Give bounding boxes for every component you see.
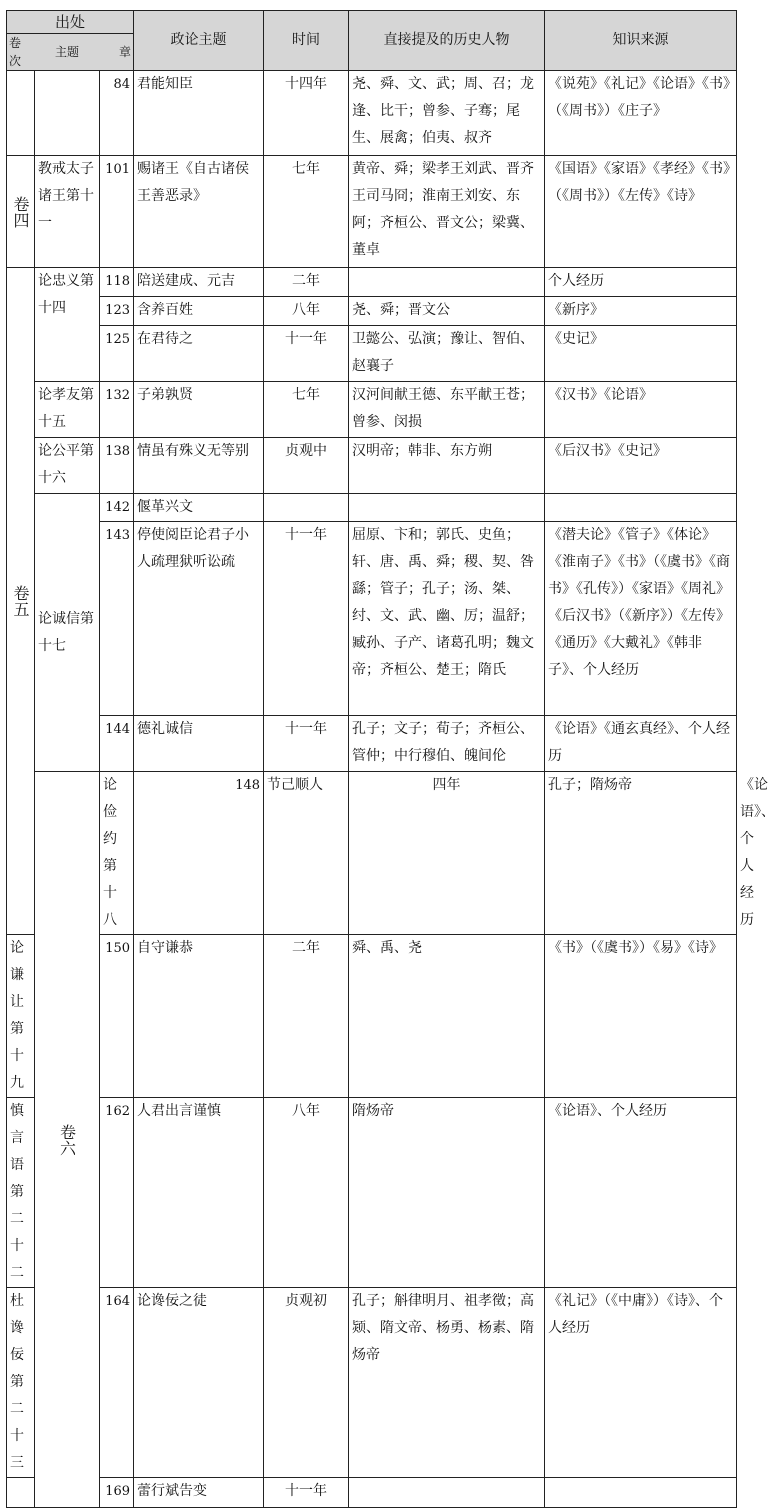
time-cell: 二年 [264, 268, 349, 297]
table-row [7, 297, 737, 326]
chapter-number: 142 [100, 494, 134, 522]
chapter-number: 164 [100, 1288, 134, 1478]
topic-cell [35, 71, 100, 156]
table-row [7, 716, 737, 772]
time-cell: 七年 [264, 156, 349, 268]
time-cell: 十一年 [264, 522, 349, 716]
source-cell: 《说苑》《礼记》《论语》《书》（《周书》）《庄子》 [545, 71, 737, 156]
chapter-number: 125 [100, 326, 134, 382]
theme-cell: 情虽有殊义无等别 [134, 438, 264, 494]
time-cell: 八年 [264, 297, 349, 326]
topic-cell: 教戒太子诸王第十一 [35, 156, 100, 268]
topic-cell: 慎言语第二十二 [7, 1098, 35, 1288]
chapter-number: 84 [100, 71, 134, 156]
header-people: 直接提及的历史人物 [349, 11, 545, 71]
chapter-number: 118 [100, 268, 134, 297]
theme-cell: 自守谦恭 [134, 935, 264, 1098]
header-knowledge: 知识来源 [545, 11, 737, 71]
source-cell: 《国语》《家语》《孝经》《书》（《周书》）《左传》《诗》 [545, 156, 737, 268]
table-row [7, 438, 737, 494]
people-cell: 黄帝、舜；梁孝王刘武、晋齐王司马冏；淮南王刘安、东阿；齐桓公、晋文公；梁冀、董卓 [349, 156, 545, 268]
source-cell: 《礼记》（《中庸》）《诗》、个人经历 [545, 1288, 737, 1478]
theme-cell: 陪送建成、元吉 [134, 268, 264, 297]
time-cell: 十四年 [264, 71, 349, 156]
source-cell: 《汉书》《论语》 [545, 382, 737, 438]
table-row [7, 268, 737, 297]
theme-cell: 蕾行斌告变 [134, 1478, 264, 1508]
table-row [7, 1478, 737, 1508]
header-chapter: 章 [100, 34, 134, 71]
theme-cell: 子弟孰贤 [134, 382, 264, 438]
time-cell: 二年 [264, 935, 349, 1098]
table-row: 卷六 论俭约第十八 148 节己顺人 四年 孔子；隋炀帝 《论语》、个人经历 [7, 772, 737, 935]
source-cell: 《论语》、个人经历 [545, 1098, 737, 1288]
chapter-number: 144 [100, 716, 134, 772]
people-cell: 尧、舜；晋文公 [349, 297, 545, 326]
source-cell: 《潜夫论》《管子》《体论》《淮南子》《书》（《虞书》《商书》《孔传》）《家语》《周礼》《后汉书》（《新序》）《左传》《通历》《大戴礼》《韩非子》、个人经历 [545, 522, 737, 716]
history-table [6, 10, 775, 1508]
table-row [7, 71, 737, 156]
topic-cell: 论忠义第十四 [35, 268, 100, 382]
theme-cell: 君能知臣 [134, 71, 264, 156]
time-cell: 贞观中 [264, 438, 349, 494]
volume-label: 卷四 [7, 156, 35, 268]
people-cell: 舜、禹、尧 [349, 935, 545, 1098]
theme-cell: 论谗佞之徒 [134, 1288, 264, 1478]
people-cell: 汉明帝；韩非、东方朔 [349, 438, 545, 494]
source-cell: 《后汉书》《史记》 [545, 438, 737, 494]
theme-cell: 人君出言谨慎 [134, 1098, 264, 1288]
chapter-number: 101 [100, 156, 134, 268]
table-row [7, 326, 737, 382]
chapter-number: 143 [100, 522, 134, 716]
theme-cell: 在君待之 [134, 326, 264, 382]
source-cell [545, 1478, 737, 1508]
header-volume: 卷次 [7, 34, 35, 71]
table-row [7, 494, 737, 522]
topic-cell: 杜谗佞第二十三 [7, 1288, 35, 1478]
topic-cell: 论孝友第十五 [35, 382, 100, 438]
table-row [7, 1098, 737, 1288]
people-cell: 屈原、卞和；郭氏、史鱼；轩、唐、禹、舜；稷、契、咎繇；管子；孔子；汤、桀、纣、文、武、幽、厉；温舒；臧孙、子产、诸葛孔明；魏文帝；齐桓公、楚王；隋氏 [349, 522, 545, 716]
topic-cell: 论谦让第十九 [7, 935, 35, 1098]
theme-cell: 德礼诚信 [134, 716, 264, 772]
people-cell: 孔子；隋炀帝 [545, 772, 737, 935]
chapter-number: 162 [100, 1098, 134, 1288]
topic-cell: 论诚信第十七 [35, 494, 100, 772]
volume-label: 卷五 [7, 268, 35, 935]
theme-cell: 停使阅臣论君子小人疏理狱听讼疏 [134, 522, 264, 716]
table-row [7, 382, 737, 438]
volume-cell [7, 71, 35, 156]
source-cell: 个人经历 [545, 268, 737, 297]
source-cell [545, 494, 737, 522]
time-cell [264, 494, 349, 522]
header-source: 出处 [7, 11, 134, 34]
chapter-number: 150 [100, 935, 134, 1098]
people-cell: 隋炀帝 [349, 1098, 545, 1288]
people-cell [349, 1478, 545, 1508]
people-cell: 尧、舜、文、武；周、召；龙逢、比干；曾参、子骞；尾生、展禽；伯夷、叔齐 [349, 71, 545, 156]
header-time: 时间 [264, 11, 349, 71]
time-cell: 十一年 [264, 326, 349, 382]
time-cell: 八年 [264, 1098, 349, 1288]
chapter-number: 138 [100, 438, 134, 494]
chapter-number: 123 [100, 297, 134, 326]
time-cell: 十一年 [264, 1478, 349, 1508]
header-theme: 政论主题 [134, 11, 264, 71]
theme-cell: 含养百姓 [134, 297, 264, 326]
people-cell: 孔子；文子；荀子；齐桓公、管仲；中行穆伯、魄间伦 [349, 716, 545, 772]
theme-cell: 偃革兴文 [134, 494, 264, 522]
source-cell: 《新序》 [545, 297, 737, 326]
chapter-number: 132 [100, 382, 134, 438]
chapter-number: 148 [134, 772, 264, 935]
theme-cell: 节己顺人 [264, 772, 349, 935]
theme-cell: 赐诸王《自古诸侯王善恶录》 [134, 156, 264, 268]
chapter-number: 169 [100, 1478, 134, 1508]
table-row [7, 156, 737, 268]
table-row [7, 935, 737, 1098]
people-cell [349, 268, 545, 297]
volume-label: 卷六 [35, 772, 100, 1508]
table-row [7, 522, 737, 716]
source-cell: 《书》（《虞书》）《易》《诗》 [545, 935, 737, 1098]
topic-cell: 论俭约第十八 [100, 772, 134, 935]
people-cell: 汉河间献王德、东平献王苍；曾参、闵损 [349, 382, 545, 438]
people-cell: 卫懿公、弘演；豫让、智伯、赵襄子 [349, 326, 545, 382]
time-cell: 七年 [264, 382, 349, 438]
people-cell [349, 494, 545, 522]
topic-cell [7, 1478, 35, 1508]
source-cell: 《史记》 [545, 326, 737, 382]
header-topic: 主题 [35, 34, 100, 71]
table-row [7, 1288, 737, 1478]
time-cell: 十一年 [264, 716, 349, 772]
time-cell: 贞观初 [264, 1288, 349, 1478]
time-cell: 四年 [349, 772, 545, 935]
people-cell: 孔子；斛律明月、祖孝徵；高颎、隋文帝、杨勇、杨素、隋炀帝 [349, 1288, 545, 1478]
topic-cell: 论公平第十六 [35, 438, 100, 494]
source-cell: 《论语》《通玄真经》、个人经历 [545, 716, 737, 772]
